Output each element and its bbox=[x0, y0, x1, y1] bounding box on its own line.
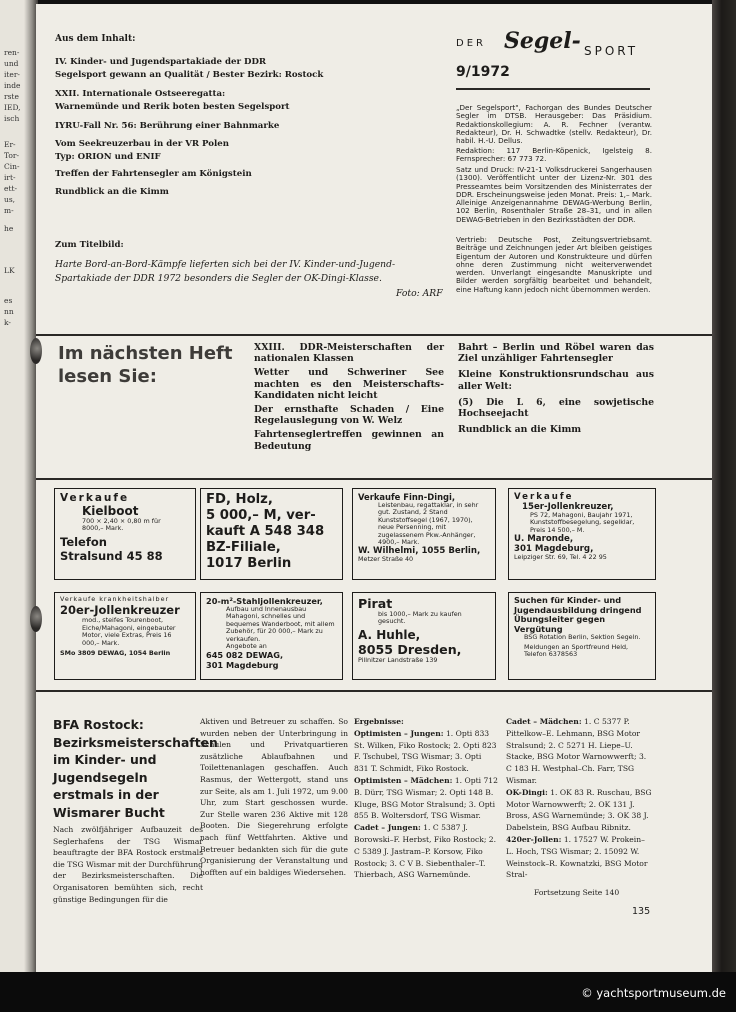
prev-page-fragment: es bbox=[4, 296, 13, 305]
prev-page-fragment: isch bbox=[4, 114, 20, 123]
ad-line: BZ-Filiale, bbox=[206, 540, 281, 555]
ad-phone: Stralsund 45 88 bbox=[60, 548, 163, 563]
section-divider bbox=[36, 478, 712, 480]
prev-page-fragment: he bbox=[4, 224, 14, 233]
ad-line: 1017 Berlin bbox=[206, 556, 292, 571]
ad-text: PS 72, Mahagoni, Baujahr 1971, Kunststoffbesegelung, segelklar, Preis 14 500,– M. bbox=[530, 511, 635, 534]
result-entry bbox=[506, 716, 652, 787]
result-entry bbox=[354, 775, 498, 822]
ad-text: 700 × 2,40 × 0,80 m für 8000,– Mark. bbox=[82, 517, 161, 533]
ad-code: SMo 3809 DEWAG, 1054 Berlin bbox=[60, 649, 171, 658]
next-issue-item: Fahrtenseglertreffen gewinnen an Bedeutung bbox=[254, 429, 444, 452]
ad-city: 301 Magdeburg, bbox=[514, 544, 594, 555]
ad-address: Metzer Straße 40 bbox=[358, 555, 414, 564]
result-entry bbox=[354, 822, 498, 881]
ad-address: Leipziger Str. 69, Tel. 4 22 95 bbox=[514, 553, 607, 562]
toc-line: IV. Kinder- und Jugendspartakiade der DDR bbox=[55, 57, 267, 67]
next-issue-title-line: lesen Sie: bbox=[58, 366, 157, 387]
previous-page-edge bbox=[0, 0, 38, 975]
next-issue-column bbox=[458, 342, 654, 435]
next-issue-item: Wetter und Schweriner See machten es den Meisterschafts-Kandidaten nicht leicht bbox=[254, 367, 444, 401]
ad-address: Pillnitzer Landstraße 139 bbox=[358, 655, 438, 664]
toc-entry bbox=[55, 168, 415, 181]
results-column bbox=[506, 716, 652, 899]
prev-page-fragment: ett- bbox=[4, 184, 18, 193]
result-text: 1. Opti 833 St. Wilken, Fiko Rostock; 2. Opti 823 F. Tschubel, TSG Wismar; 3. Opti 831 T. Schmidt, Fiko Rostock. bbox=[354, 728, 497, 774]
binder-ring bbox=[30, 606, 42, 632]
toc-entry bbox=[55, 138, 415, 163]
toc-line: XXII. Internationale Ostseeregatta: bbox=[55, 89, 226, 99]
result-label: 420er-Jollen: bbox=[506, 834, 562, 844]
classified-ad bbox=[54, 488, 196, 580]
results-heading: Ergebnisse: bbox=[354, 717, 404, 726]
classified-ad bbox=[200, 488, 343, 580]
title-image-caption: Harte Bord-an-Bord-Kämpfe lieferten sich bei der IV. Kinder-und-Jugend-Spartakiade der DDR 1972 besonders die Segler der OK-Dingi-Klasse. bbox=[55, 259, 396, 284]
next-issue-title bbox=[58, 342, 232, 388]
masthead-sport: SPORT bbox=[584, 44, 639, 58]
ad-contact: Meldungen an Sportfreund Held, Telefon 6378563 bbox=[524, 642, 629, 659]
classified-ad bbox=[200, 592, 343, 680]
prev-page-fragment: Cin- bbox=[4, 162, 20, 171]
ad-text: mod., steifes Tourenboot, Eiche/Mahagoni, eingebauter Motor, viele Extras, Preis 16 000,– Mark. bbox=[82, 616, 176, 647]
result-text: 1. OK 83 R. Ruschau, BSG Motor Warnowwerft; 2. OK 131 J. Bross, ASG Warnemünde; 3. OK 38 J. Dabelstein, BSG Aufbau Ribnitz. bbox=[506, 787, 652, 833]
book-spine bbox=[712, 0, 736, 1012]
toc-line: Rundblick an die Kimm bbox=[55, 187, 169, 197]
photo-credit: Foto: ARF bbox=[396, 288, 443, 299]
ad-text: Angebote an bbox=[226, 642, 267, 651]
classified-ad bbox=[508, 592, 656, 680]
classified-ad bbox=[352, 488, 496, 580]
article-title: BFA Rostock: Bezirksmeisterschaften im Kinder- und Jugendsegeln erstmals in der Wismarer Bucht bbox=[53, 717, 218, 820]
watermark: © yachtsportmuseum.de bbox=[581, 986, 726, 1000]
result-label: Optimisten – Mädchen: bbox=[354, 775, 453, 785]
prev-page-fragment: inde bbox=[4, 81, 21, 90]
prev-page-fragment: Er- bbox=[4, 140, 16, 149]
ad-line: FD, Holz, bbox=[206, 492, 273, 507]
prev-page-fragment: rste bbox=[4, 92, 19, 101]
next-issue-title-line: Im nächsten Heft bbox=[58, 343, 233, 364]
prev-page-fragment: us, bbox=[4, 195, 16, 204]
prev-page-fragment: LK bbox=[4, 266, 15, 275]
section-divider bbox=[36, 334, 712, 336]
imprint-publisher: „Der Segelsport", Fachorgan des Bundes Deutscher Segler im DTSB. Herausgeber: Das Präsidium. Redaktionskollegium: A. R. Fechner (verantw. Redakteur), Dr. H. Schwadtke (stellv. Redakteur), Dr. habil. H.-U. Dellus. bbox=[456, 103, 652, 146]
continued-note: Fortsetzung Seite 140 bbox=[534, 888, 620, 898]
next-issue-item: Bahrt – Berlin und Röbel waren das Ziel unzähliger Fahrtensegler bbox=[458, 342, 654, 365]
ad-code: 645 082 DEWAG, bbox=[206, 650, 284, 661]
toc-entry bbox=[55, 120, 415, 133]
ad-line: kauft A 548 348 bbox=[206, 524, 325, 539]
ad-title: 20er-Jollenkreuzer bbox=[60, 603, 180, 618]
prev-page-fragment: IED, bbox=[4, 103, 21, 112]
masthead-logo: Segel- bbox=[504, 28, 581, 54]
ad-name: A. Huhle, bbox=[358, 627, 421, 642]
result-entry bbox=[354, 728, 498, 775]
imprint-printing: Satz und Druck: IV-21-1 Volksdruckerei Sangerhausen (1300). Veröffentlicht unter der Lizenz-Nr. 301 des Presseamtes beim Vorsitzenden des Ministerrates der DDR. Erscheinungsweise jeden Monat. Preis: 1,– Mark. Alleinige Anzeigenannahme DEWAG-Werbung Berlin, 102 Berlin, Rosenthaler Straße 28–31, und in allen DEWAG-Betrieben in den Bezirksstädten der DDR. bbox=[456, 165, 652, 224]
result-label: Cadet – Jungen: bbox=[354, 823, 421, 833]
ad-header: Verkaufe bbox=[514, 492, 574, 502]
prev-page-fragment: k- bbox=[4, 318, 11, 327]
imprint-editorial-address: Redaktion: 117 Berlin-Köpenick, Igelsteig 8. Fernsprecher: 67 773 72. bbox=[456, 146, 652, 164]
next-issue-item: Rundblick an die Kimm bbox=[458, 424, 582, 436]
prev-page-fragment: ren- bbox=[4, 48, 20, 57]
prev-page-fragment: nn bbox=[4, 307, 14, 316]
toc-line: Treffen der Fahrtensegler am Königstein bbox=[55, 169, 252, 179]
toc-title: Aus dem Inhalt: bbox=[55, 34, 136, 44]
section-divider bbox=[36, 690, 712, 692]
article-column: Nach zwölfjähriger Aufbauzeit des Seglerhafens der TSG Wismar beauftragte der BFA Rostock erstmals die TSG Wismar mit der Durchführung der Bezirksmeisterschaften. Die Organisatoren bemühten sich, recht günstige Bedingungen für die bbox=[53, 825, 203, 904]
toc-line: Segelsport gewann an Qualität / Bester Bezirk: Rostock bbox=[55, 69, 324, 80]
title-image-heading: Zum Titelbild: bbox=[55, 240, 124, 250]
result-label: Optimisten – Jungen: bbox=[354, 728, 444, 738]
result-label: Cadet – Mädchen: bbox=[506, 717, 582, 726]
result-label: OK-Dingi: bbox=[506, 787, 548, 797]
toc-line: Warnemünde und Rerik boten besten Segelsport bbox=[55, 101, 290, 112]
masthead-der: DER bbox=[456, 38, 486, 49]
magazine-page bbox=[36, 4, 712, 972]
classified-ad bbox=[352, 592, 496, 680]
imprint-distribution: Vertrieb: Deutsche Post, Zeitungsvertriebsamt. Beiträge und Zeichnungen jeder Art bleiben geistiges Eigentum der Autoren und Konstrukteure und dürfen ohne deren Zustimmung nicht weiterverwendet werden. Unverlangt eingesandte Manuskripte und Bilder werden sorgfältig bearbeitet und behandelt, eine Haftung kann jedoch nicht übernommen werden. bbox=[456, 235, 652, 294]
page-number: 135 bbox=[632, 906, 651, 917]
toc-line: Vom Seekreuzerbau in der VR Polen bbox=[55, 139, 229, 149]
result-text: 1. C 5377 P. Pittelkow–E. Lehmann, BSG Motor Stralsund; 2. C 5271 H. Liepe–U. Stacke, BSG Motor Warnowwerft; 3. C 183 H. Westphal–Ch. Farr, TSG Wismar. bbox=[506, 717, 647, 785]
ad-text: Leistenbau, regattaklar, in sehr gut. Zustand, 2 Stand Kunststoffsegel (1967, 1970), neue Persenning, mit zugelassenem Pkw.-Anhänger, 4900,– Mark. bbox=[378, 501, 479, 547]
ad-name: U. Maronde, bbox=[514, 534, 574, 545]
result-text: 1. C 5387 J. Borowski–F. Herbst, Fiko Rostock; 2. C 5389 J. Jastram–P. Korsow, Fiko Rostock; 3. C V B. Siebenthaler–T. Thierbach, ASG Warnemünde. bbox=[354, 823, 497, 880]
ad-text: BSG Rotation Berlin, Sektion Segeln. bbox=[524, 633, 641, 642]
result-text: 1. Opti 712 B. Dürr, TSG Wismar; 2. Opti 148 B. Kluge, BSG Motor Stralsund; 3. Opti 855 B. Woltersdorf, TSG Wismar. bbox=[354, 775, 498, 821]
result-entry bbox=[506, 834, 652, 881]
ad-text: bis 1000,– Mark zu kaufen gesucht. bbox=[378, 610, 462, 626]
ad-city: 8055 Dresden, bbox=[358, 641, 462, 657]
result-text: 1. 17527 W. Prokein–L. Hoch, TSG Wismar; 2. 15092 W. Weinstock–R. Kownatzki, BSG Motor Stral- bbox=[506, 834, 648, 880]
toc-entry bbox=[55, 56, 415, 81]
prev-page-fragment: und bbox=[4, 59, 19, 68]
toc-line: Typ: ORION und ENIF bbox=[55, 151, 161, 162]
next-issue-column bbox=[254, 342, 444, 452]
result-entry bbox=[506, 787, 652, 834]
article-column: Aktiven und Betreuer zu schaffen. So wurden neben der Unterbringung in Schulen und Privatquartieren zusätzliche Ablaufbahnen und Toilettenanlagen geschaffen. Auch Rasmus, der Wettergott, stand uns zur Seite, als am 1. Juli 1972, um 9.00 Uhr, zum Start geschossen wurde. Zur Stelle waren 236 Aktive mit 128 Booten. Die Siegerehrung erfolgte nach fünf Wettfahrten. Aktive und Betreuer bedankten sich für die gute Organisierung der Veranstaltung und hofften auf ein baldiges Wiedersehen. bbox=[200, 717, 348, 877]
next-issue-item: (5) Die L 6, eine sowjetische Hochseejacht bbox=[458, 396, 654, 420]
toc-entry bbox=[55, 186, 415, 199]
next-issue-item: Der ernsthafte Schaden / Eine Regelauslegung von W. Welz bbox=[254, 404, 444, 427]
ad-name: W. Wilhelmi, 1055 Berlin, bbox=[358, 546, 481, 557]
classified-ad bbox=[508, 488, 656, 580]
ad-phone-label: Telefon bbox=[60, 534, 107, 549]
prev-page-fragment: irt- bbox=[4, 173, 16, 182]
prev-page-fragment: iter- bbox=[4, 70, 20, 79]
toc-line: IYRU-Fall Nr. 56: Berührung einer Bahnmarke bbox=[55, 121, 280, 131]
issue-number: 9/1972 bbox=[456, 64, 510, 80]
ad-header: Verkaufe bbox=[60, 492, 130, 504]
ad-title: 15er-Jollenkreuzer, bbox=[522, 502, 614, 512]
prev-page-fragment: m- bbox=[4, 206, 14, 215]
ad-city: 301 Magdeburg bbox=[206, 660, 279, 671]
next-issue-item: XXIII. DDR-Meisterschaften der nationalen Klassen bbox=[254, 342, 444, 365]
ad-text: Aufbau und Innenausbau Mahagoni, schnelles und bequemes Wanderboot, mit allem Zubehör, für 20 000,– Mark zu verkaufen. bbox=[226, 605, 335, 643]
ad-title: Kielboot bbox=[82, 504, 139, 518]
ad-title: 20-m²-Stahljollenkreuzer, bbox=[206, 596, 323, 606]
ad-title: Verkaufe Finn-Dingi, bbox=[358, 492, 456, 502]
next-issue-item: Kleine Konstruktionsrundschau aus aller Welt: bbox=[458, 369, 654, 392]
masthead-rule bbox=[456, 88, 650, 90]
ad-title: Suchen für Kinder- und Jugendausbildung dringend Übungsleiter gegen Vergütung bbox=[514, 595, 642, 634]
toc-entry bbox=[55, 88, 415, 113]
ad-header: Verkaufe krankheitshalber bbox=[60, 595, 170, 603]
prev-page-fragment: Tor- bbox=[4, 151, 20, 160]
binder-ring bbox=[30, 338, 42, 364]
ad-title: Pirat bbox=[358, 596, 393, 611]
results-column bbox=[354, 716, 498, 881]
classified-ad bbox=[54, 592, 196, 680]
ad-line: 5 000,– M, ver- bbox=[206, 508, 316, 523]
